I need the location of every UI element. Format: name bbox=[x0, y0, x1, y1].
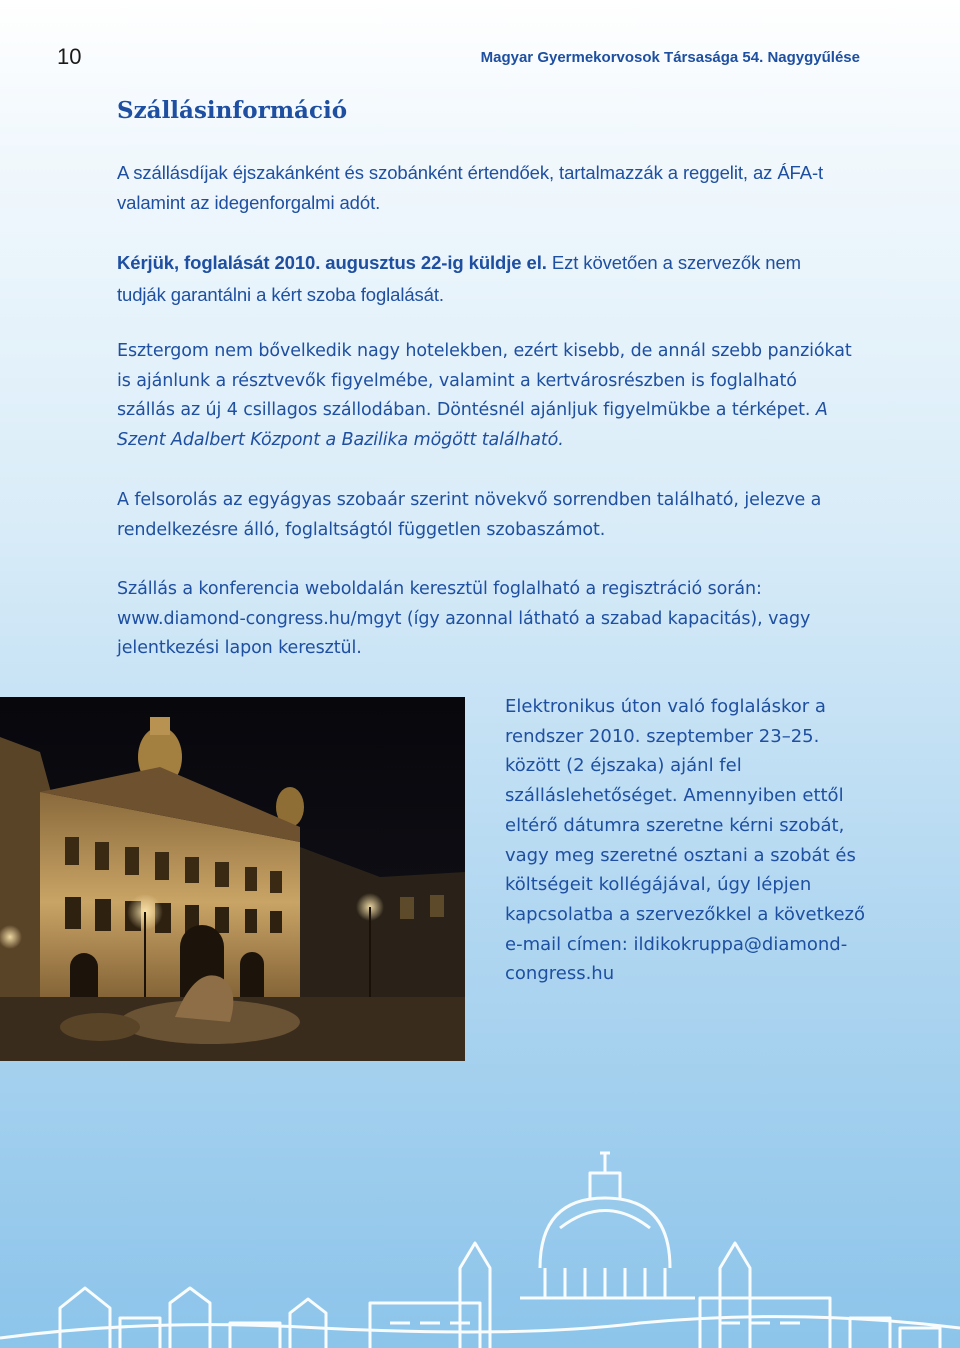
paragraph-prices: A szállásdíjak éjszakánként és szobánként értendőek, tartalmazzák a reggelit, az ÁFA-t valamint az idegenforgalmi adót. bbox=[117, 162, 824, 213]
paragraph-booking: Szállás a konferencia weboldalán keresztül foglalható a regisztráció során: www.diamond-congress.hu/mgyt (így azonnal látható a szabad kapacitás), vagy jelentkezési lapon keresztül. bbox=[117, 579, 811, 659]
page-number: 10 bbox=[57, 44, 82, 69]
deadline-bold-text: Kérjük, foglalását 2010. augusztus 22-ig küldje el. bbox=[117, 252, 547, 273]
night-building-photo bbox=[0, 697, 465, 1061]
side-paragraph-electronic-booking: Elektronikus úton való foglaláskor a rendszer 2010. szeptember 23–25. között (2 éjszaka) ajánl fel szálláslehetőséget. Amennyiben ettől eltérő dátumra szeretne kérni szobát, vagy meg szeretné osztani a szobát és költségeit kollégájával, úgy lépjen kapcsolatba a szervezőkkel a következő e-mail címen: ildikokruppa@diamond-congress.hu bbox=[505, 696, 866, 985]
section-title: Szállásinformáció bbox=[117, 97, 348, 124]
paragraph-ordering: A felsorolás az egyágyas szobaár szerint növekvő sorrendben található, jelezve a rendelkezésre álló, foglaltságtól független szobaszámot. bbox=[117, 490, 822, 540]
running-header: Magyar Gyermekorvosok Társasága 54. Nagygyűlése bbox=[480, 49, 860, 66]
paragraph-deadline bbox=[117, 248, 852, 311]
paragraph-hotels bbox=[117, 337, 852, 455]
esztergom-skyline-decoration bbox=[0, 1098, 960, 1348]
hotels-main-text: Esztergom nem bővelkedik nagy hotelekben, ezért kisebb, de annál szebb panziókat is ajánlunk a résztvevők figyelmébe, valamint a kertvárosrészben is foglalható szállás az új 4 csillagos szállodában. Döntésnél ajánljuk figyelmükbe a térképet. bbox=[117, 341, 852, 421]
hotels-italic-text: A Szent Adalbert Központ a Bazilika mögött található. bbox=[117, 400, 828, 450]
deadline-rest-text: Ezt követően a szervezők nem tudják garantálni a kért szoba foglalását. bbox=[117, 252, 801, 305]
